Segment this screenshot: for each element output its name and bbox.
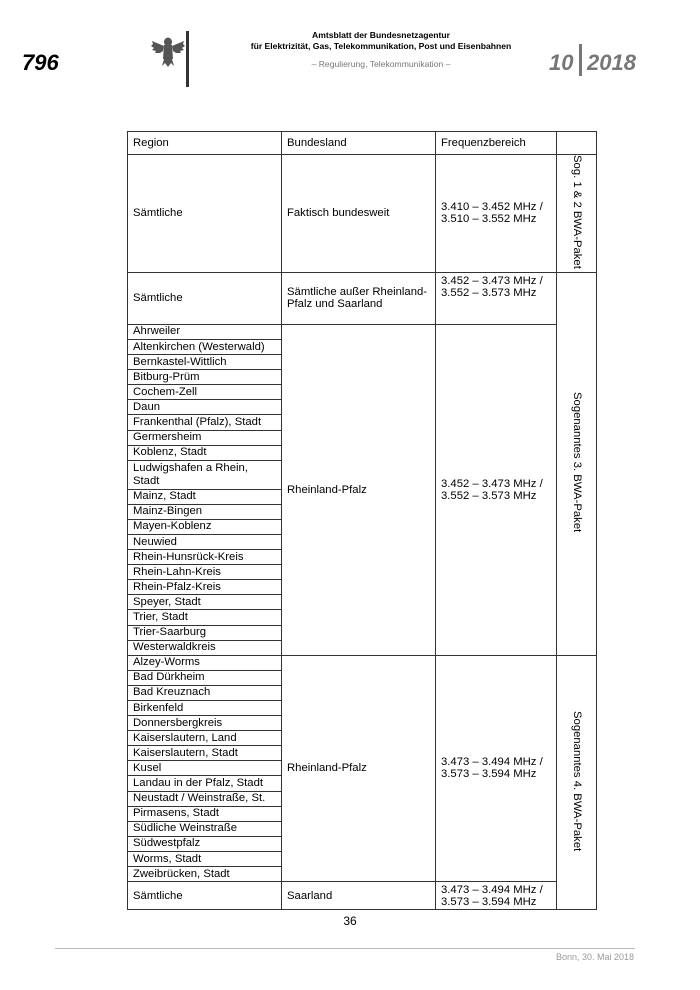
- region-cell: Koblenz, Stadt: [128, 445, 282, 460]
- footer-divider: [55, 948, 635, 949]
- region-cell: Neustadt / Weinstraße, St.: [128, 791, 282, 806]
- region-cell: Bad Dürkheim: [128, 670, 282, 685]
- table-row: [128, 655, 597, 670]
- frequency-cell: 3.473 – 3.494 MHz / 3.573 – 3.594 MHz: [436, 655, 557, 881]
- region-cell: Rhein-Pfalz-Kreis: [128, 580, 282, 595]
- bundesland-cell: Sämtliche außer Rheinland-Pfalz und Saarland: [282, 272, 436, 324]
- header-region: Region: [128, 132, 282, 155]
- region-cell: Trier, Stadt: [128, 610, 282, 625]
- region-cell: Worms, Stadt: [128, 851, 282, 866]
- frequency-cell: 3.452 – 3.473 MHz / 3.552 – 3.573 MHz: [436, 272, 557, 324]
- package-label-cell: [557, 655, 597, 909]
- region-cell: Zweibrücken, Stadt: [128, 867, 282, 882]
- frequency-cell: 3.410 – 3.452 MHz / 3.510 – 3.552 MHz: [436, 155, 557, 273]
- package-label: Sogenanntes 4. BWA-Paket: [571, 710, 583, 852]
- federal-eagle-icon: [150, 32, 186, 68]
- package-label: Sogenanntes 3. BWA-Paket: [571, 392, 583, 533]
- gazette-title: Amtsblatt der Bundesnetzagentur: [312, 30, 450, 40]
- region-cell: Südliche Weinstraße: [128, 821, 282, 836]
- region-cell: Donnersbergkreis: [128, 716, 282, 731]
- region-cell: Mainz, Stadt: [128, 489, 282, 504]
- frequency-cell: 3.473 – 3.494 MHz / 3.573 – 3.594 MHz: [436, 882, 557, 910]
- table-row: [128, 155, 597, 273]
- package-label-cell: [557, 272, 597, 655]
- issue-number: 10: [549, 50, 574, 75]
- region-cell: Bitburg-Prüm: [128, 370, 282, 385]
- region-cell: Daun: [128, 400, 282, 415]
- region-cell: Sämtliche: [128, 272, 282, 324]
- table-row: [128, 324, 597, 339]
- region-cell: Neuwied: [128, 534, 282, 549]
- frequency-cell: 3.452 – 3.473 MHz / 3.552 – 3.573 MHz: [436, 324, 557, 655]
- header-frequenzbereich: Frequenzbereich: [436, 132, 557, 155]
- region-cell: Birkenfeld: [128, 701, 282, 716]
- gazette-section: – Regulierung, Telekommunikation –: [311, 59, 451, 69]
- region-cell: Rhein-Hunsrück-Kreis: [128, 550, 282, 565]
- region-cell: Südwestpfalz: [128, 836, 282, 851]
- region-cell: Altenkirchen (Westerwald): [128, 339, 282, 354]
- bundesland-cell: Saarland: [282, 882, 436, 910]
- region-cell: Landau in der Pfalz, Stadt: [128, 776, 282, 791]
- bundesland-cell: Faktisch bundesweit: [282, 155, 436, 273]
- region-cell: Alzey-Worms: [128, 655, 282, 670]
- region-cell: Cochem-Zell: [128, 385, 282, 400]
- region-cell: Kaiserslautern, Stadt: [128, 746, 282, 761]
- package-label: Sog. 1 & 2 BWA-Paket: [571, 155, 583, 269]
- region-cell: Ludwigshafen a Rhein, Stadt: [128, 460, 282, 489]
- table-row: [128, 882, 597, 910]
- footer-date: Bonn, 30. Mai 2018: [555, 952, 634, 962]
- region-cell: Bernkastel-Wittlich: [128, 355, 282, 370]
- package-label-cell: [557, 155, 597, 273]
- region-cell: Sämtliche: [128, 155, 282, 273]
- region-cell: Ahrweiler: [128, 324, 282, 339]
- region-cell: Mainz-Bingen: [128, 504, 282, 519]
- header-divider: [186, 31, 189, 87]
- region-cell: Pirmasens, Stadt: [128, 806, 282, 821]
- region-cell: Trier-Saarburg: [128, 625, 282, 640]
- issue-divider: [579, 44, 582, 76]
- bundesland-cell: Rheinland-Pfalz: [282, 324, 436, 655]
- frequency-table: [127, 131, 597, 910]
- header-bundesland: Bundesland: [282, 132, 436, 155]
- header-package: [557, 132, 597, 155]
- bundesland-cell: Rheinland-Pfalz: [282, 655, 436, 881]
- region-cell: Germersheim: [128, 430, 282, 445]
- gazette-subtitle: für Elektrizität, Gas, Telekommunikation, Post und Eisenbahnen: [250, 41, 512, 51]
- region-cell: Mayen-Koblenz: [128, 519, 282, 534]
- table-header-row: [128, 132, 597, 155]
- issue-year: 2018: [587, 50, 636, 75]
- region-cell: Frankenthal (Pfalz), Stadt: [128, 415, 282, 430]
- region-cell: Westerwaldkreis: [128, 640, 282, 655]
- region-cell: Rhein-Lahn-Kreis: [128, 565, 282, 580]
- region-cell: Speyer, Stadt: [128, 595, 282, 610]
- table-row: [128, 272, 597, 324]
- page-number: 796: [22, 50, 59, 75]
- region-cell: Kaiserslautern, Land: [128, 731, 282, 746]
- footer-page-number: 36: [343, 914, 357, 928]
- region-cell: Sämtliche: [128, 882, 282, 910]
- region-cell: Bad Kreuznach: [128, 685, 282, 700]
- region-cell: Kusel: [128, 761, 282, 776]
